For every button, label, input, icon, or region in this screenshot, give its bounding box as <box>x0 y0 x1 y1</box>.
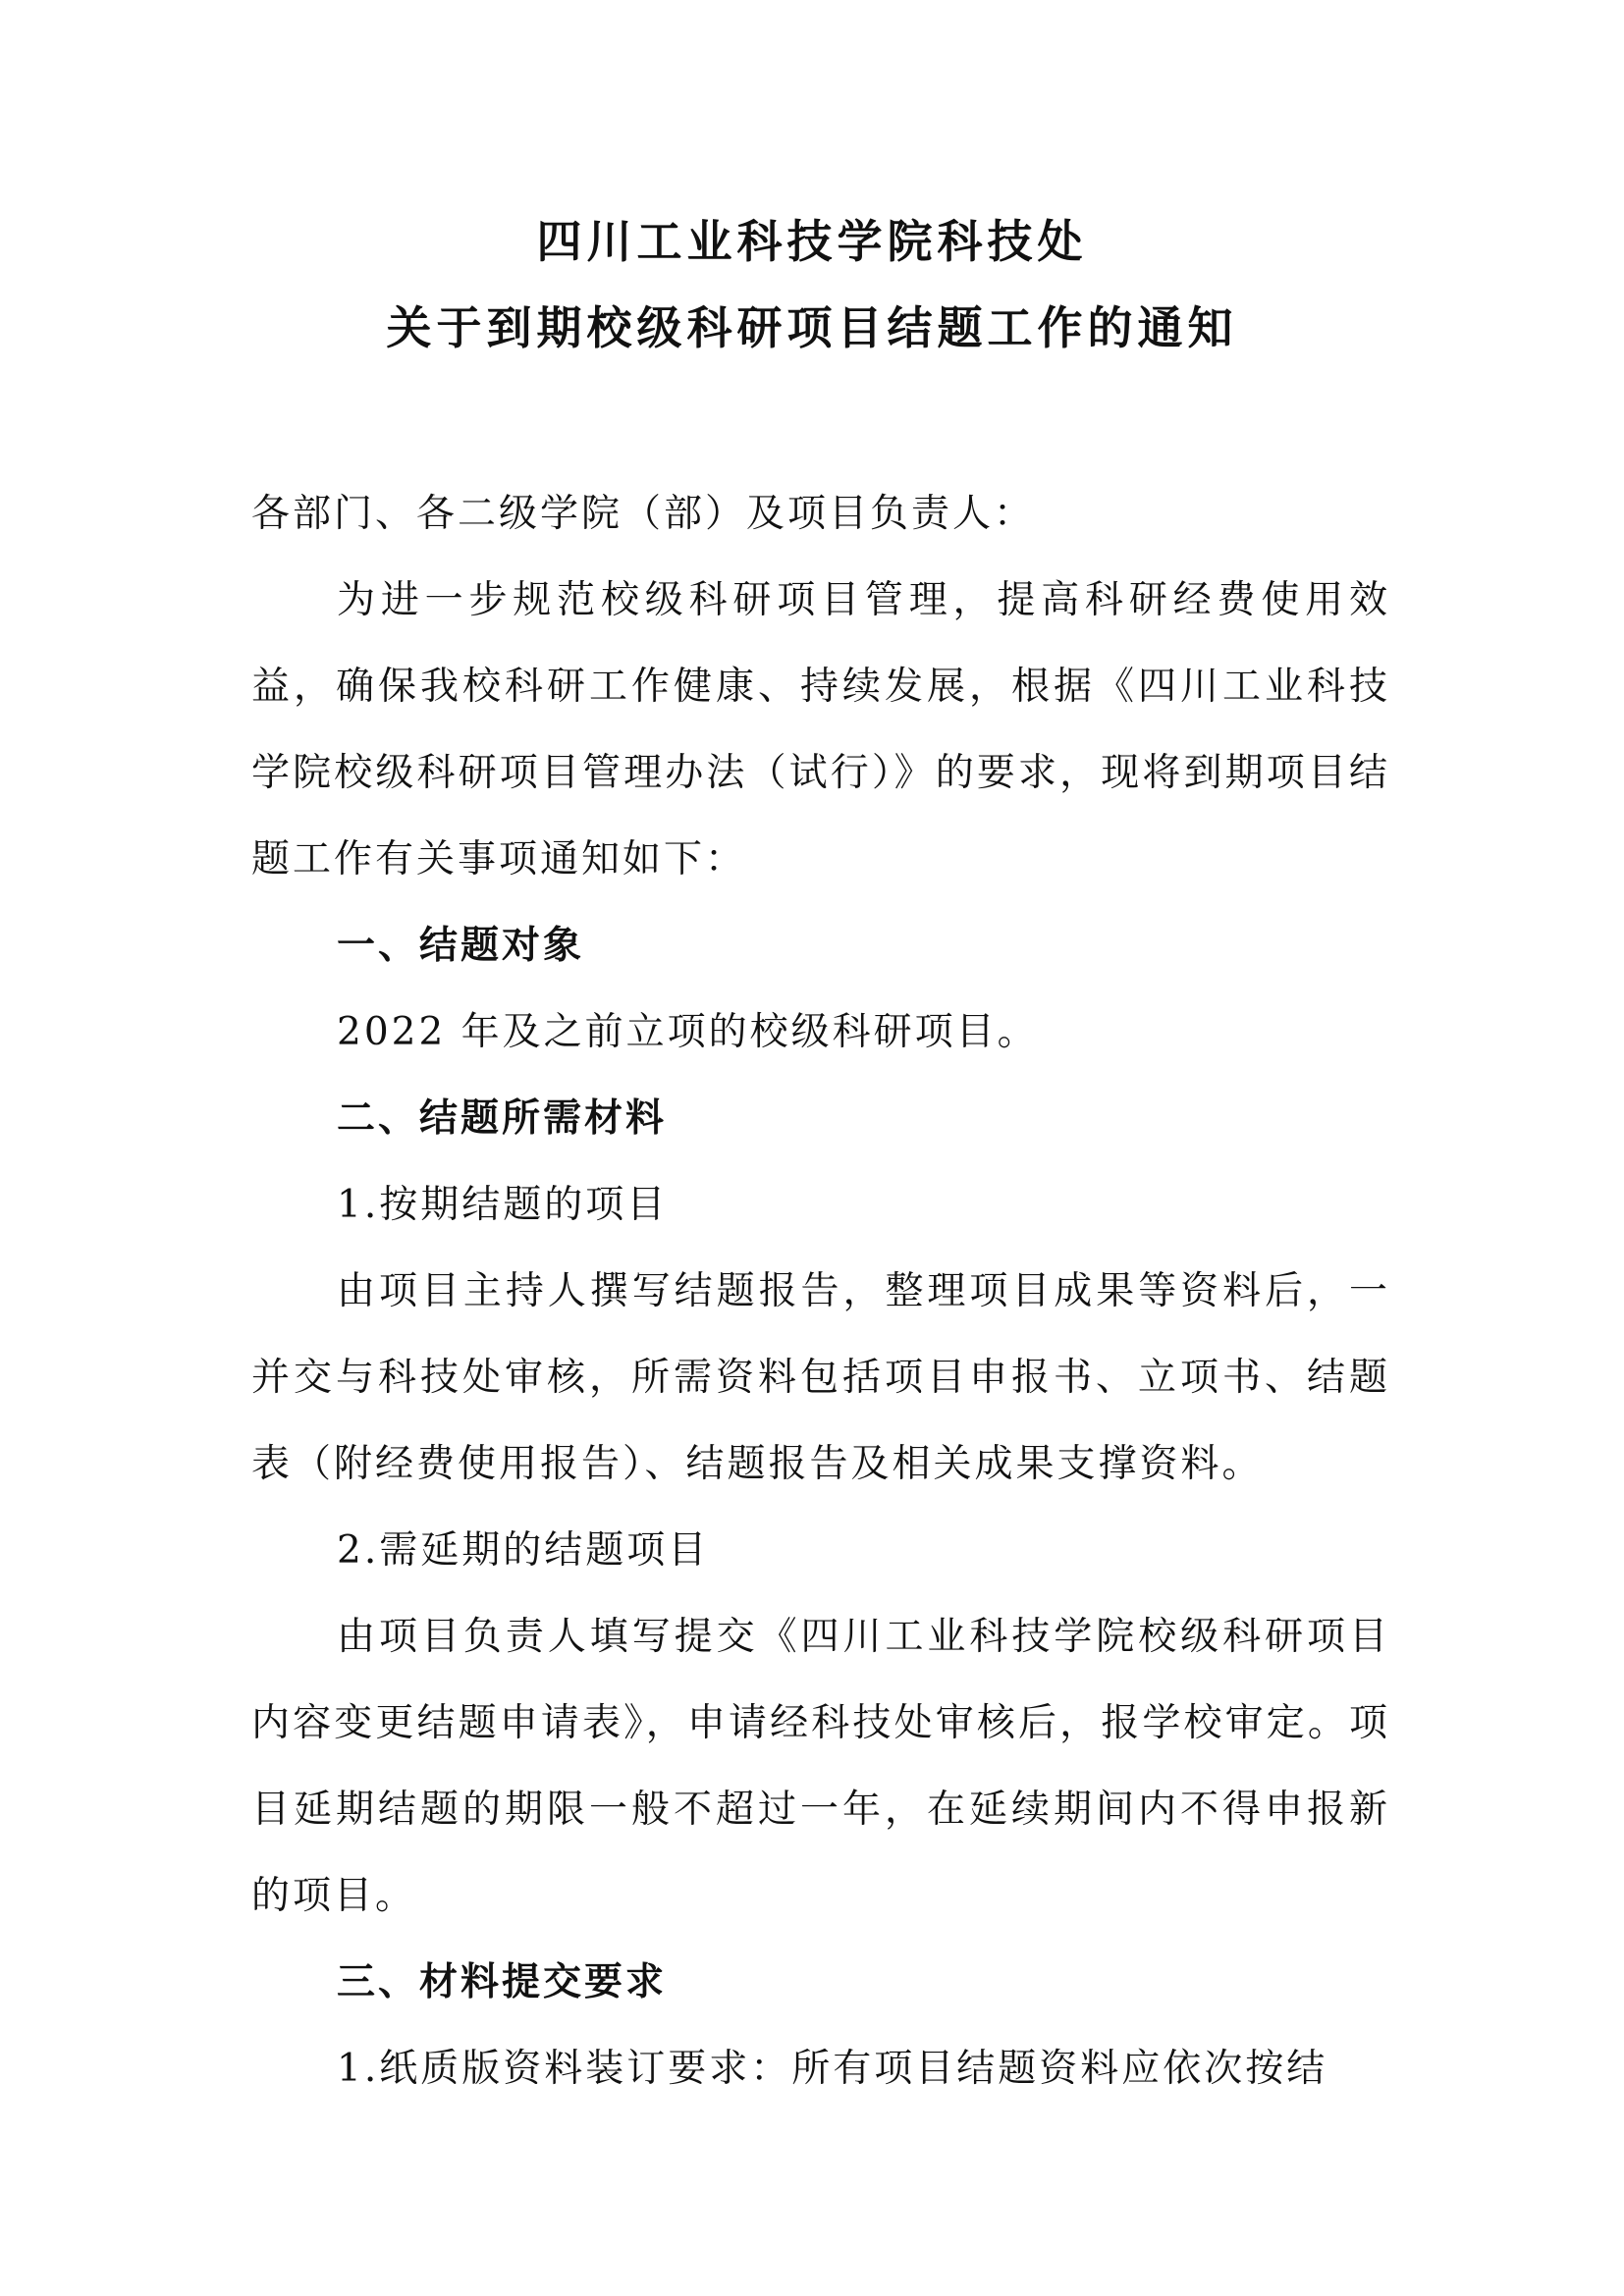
section-2-subtitle-2: 2.需延期的结题项目 <box>337 1528 710 1573</box>
section-heading-3: 三、材料提交要求 <box>337 1960 668 2004</box>
section-1-text: 2022 年及之前立项的校级科研项目。 <box>337 1010 1039 1054</box>
document-title-line2: 关于到期校级科研项目结题工作的通知 <box>386 301 1238 354</box>
section-heading-1: 一、结题对象 <box>337 924 585 968</box>
document-body <box>251 471 1390 2112</box>
section-2-paragraph-2: 由项目负责人填写提交《四川工业科技学院校级科研项目内容变更结题申请表》，申请经科技处审核后，报学校审定。项目延期结题的期限一般不超过一年，在延续期间内不得申报新的项目。 <box>251 1615 1390 1918</box>
section-3-paragraph-1: 1.纸质版资料装订要求：所有项目结题资料应依次按结 <box>337 2047 1328 2091</box>
salutation: 各部门、各二级学院（部）及项目负责人： <box>251 492 1036 536</box>
section-2-subtitle-1: 1.按期结题的项目 <box>337 1183 669 1227</box>
section-2-paragraph-1: 由项目主持人撰写结题报告，整理项目成果等资料后，一并交与科技处审核，所需资料包括项目申报书、立项书、结题表（附经费使用报告）、结题报告及相关成果支撑资料。 <box>251 1269 1390 1486</box>
document-title-line1: 四川工业科技学院科技处 <box>536 215 1088 268</box>
intro-paragraph: 为进一步规范校级科研项目管理，提高科研经费使用效益，确保我校科研工作健康、持续发展，根据《四川工业科技学院校级科研项目管理办法（试行）》的要求，现将到期项目结题工作有关事项通知如下： <box>251 578 1390 881</box>
section-heading-2: 二、结题所需材料 <box>337 1096 668 1141</box>
